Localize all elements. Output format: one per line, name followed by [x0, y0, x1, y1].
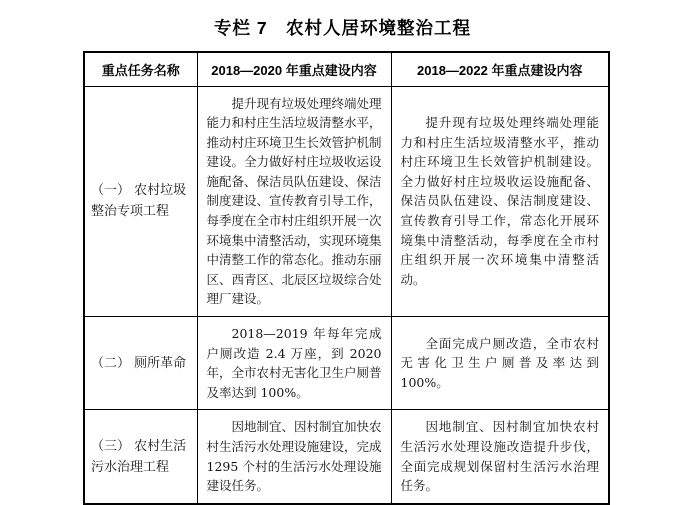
- cell-paragraph: 提升现有垃圾处理终端处理能力和村庄生活垃圾清整水平，推动村庄环境卫生长效管护机制建设。全力做好村庄垃圾收运设施配备、保洁员队伍建设、保洁制度建设、宣传教育引导工作，每季度在全市村庄组织开展一次环境集中清整活动，实现环境集中清整工作的常态化。推动东丽区、西青区、北辰区垃圾综合处理厂建设。: [206, 95, 382, 307]
- content-2018-2020-toilet: [197, 317, 391, 410]
- content-2018-2020-sewage: [197, 410, 391, 504]
- content-2018-2022-garbage: [391, 86, 609, 317]
- table-header-row: [84, 52, 609, 86]
- table-row: [84, 317, 609, 410]
- cell-paragraph: 因地制宜、因村制宜加快农村生活污水处理设施建设，完成 1295 个村的生活污水处理设施建设任务。: [206, 419, 382, 494]
- cell-paragraph: 2018—2019 年每年完成户厕改造 2.4 万座，到 2020 年，全市农村无害化卫生户厕普及率达到 100%。: [206, 326, 382, 400]
- table-row: [84, 410, 609, 504]
- rural-environment-project-table: [83, 51, 610, 505]
- task-name-garbage-project: （一） 农村垃圾整治专项工程: [84, 86, 197, 317]
- header-content-2018-2020: 2018—2020 年重点建设内容: [197, 52, 391, 86]
- content-2018-2022-sewage: [391, 410, 609, 504]
- content-2018-2022-toilet: [391, 317, 609, 410]
- document-title: 专栏 7 农村人居环境整治工程: [213, 18, 472, 38]
- cell-paragraph: 提升现有垃圾处理终端处理能力和村庄生活垃圾清整水平，推动村庄环境卫生长效管护机制建设。全力做好村庄垃圾收运设施配备、保洁员队伍建设、保洁制度建设、宣传教育引导工作，常态化开展环境集中清整活动，每季度在全市村庄组织开展一次环境集中清整活动。: [400, 115, 599, 287]
- header-content-2018-2022: 2018—2022 年重点建设内容: [391, 52, 609, 86]
- cell-paragraph: 因地制宜、因村制宜加快农村生活污水处理设施改造提升步伐，全面完成规划保留村生活污水治理任务。: [400, 419, 599, 494]
- cell-paragraph: 全面完成户厕改造，全市农村无害化卫生户厕普及率达到 100%。: [400, 335, 599, 391]
- content-2018-2020-garbage: [197, 86, 391, 317]
- task-name-sewage-project: （三） 农村生活污水治理工程: [84, 410, 197, 504]
- table-row: [84, 86, 609, 317]
- task-name-toilet-revolution: （二） 厕所革命: [84, 317, 197, 410]
- header-task-name: 重点任务名称: [84, 52, 197, 86]
